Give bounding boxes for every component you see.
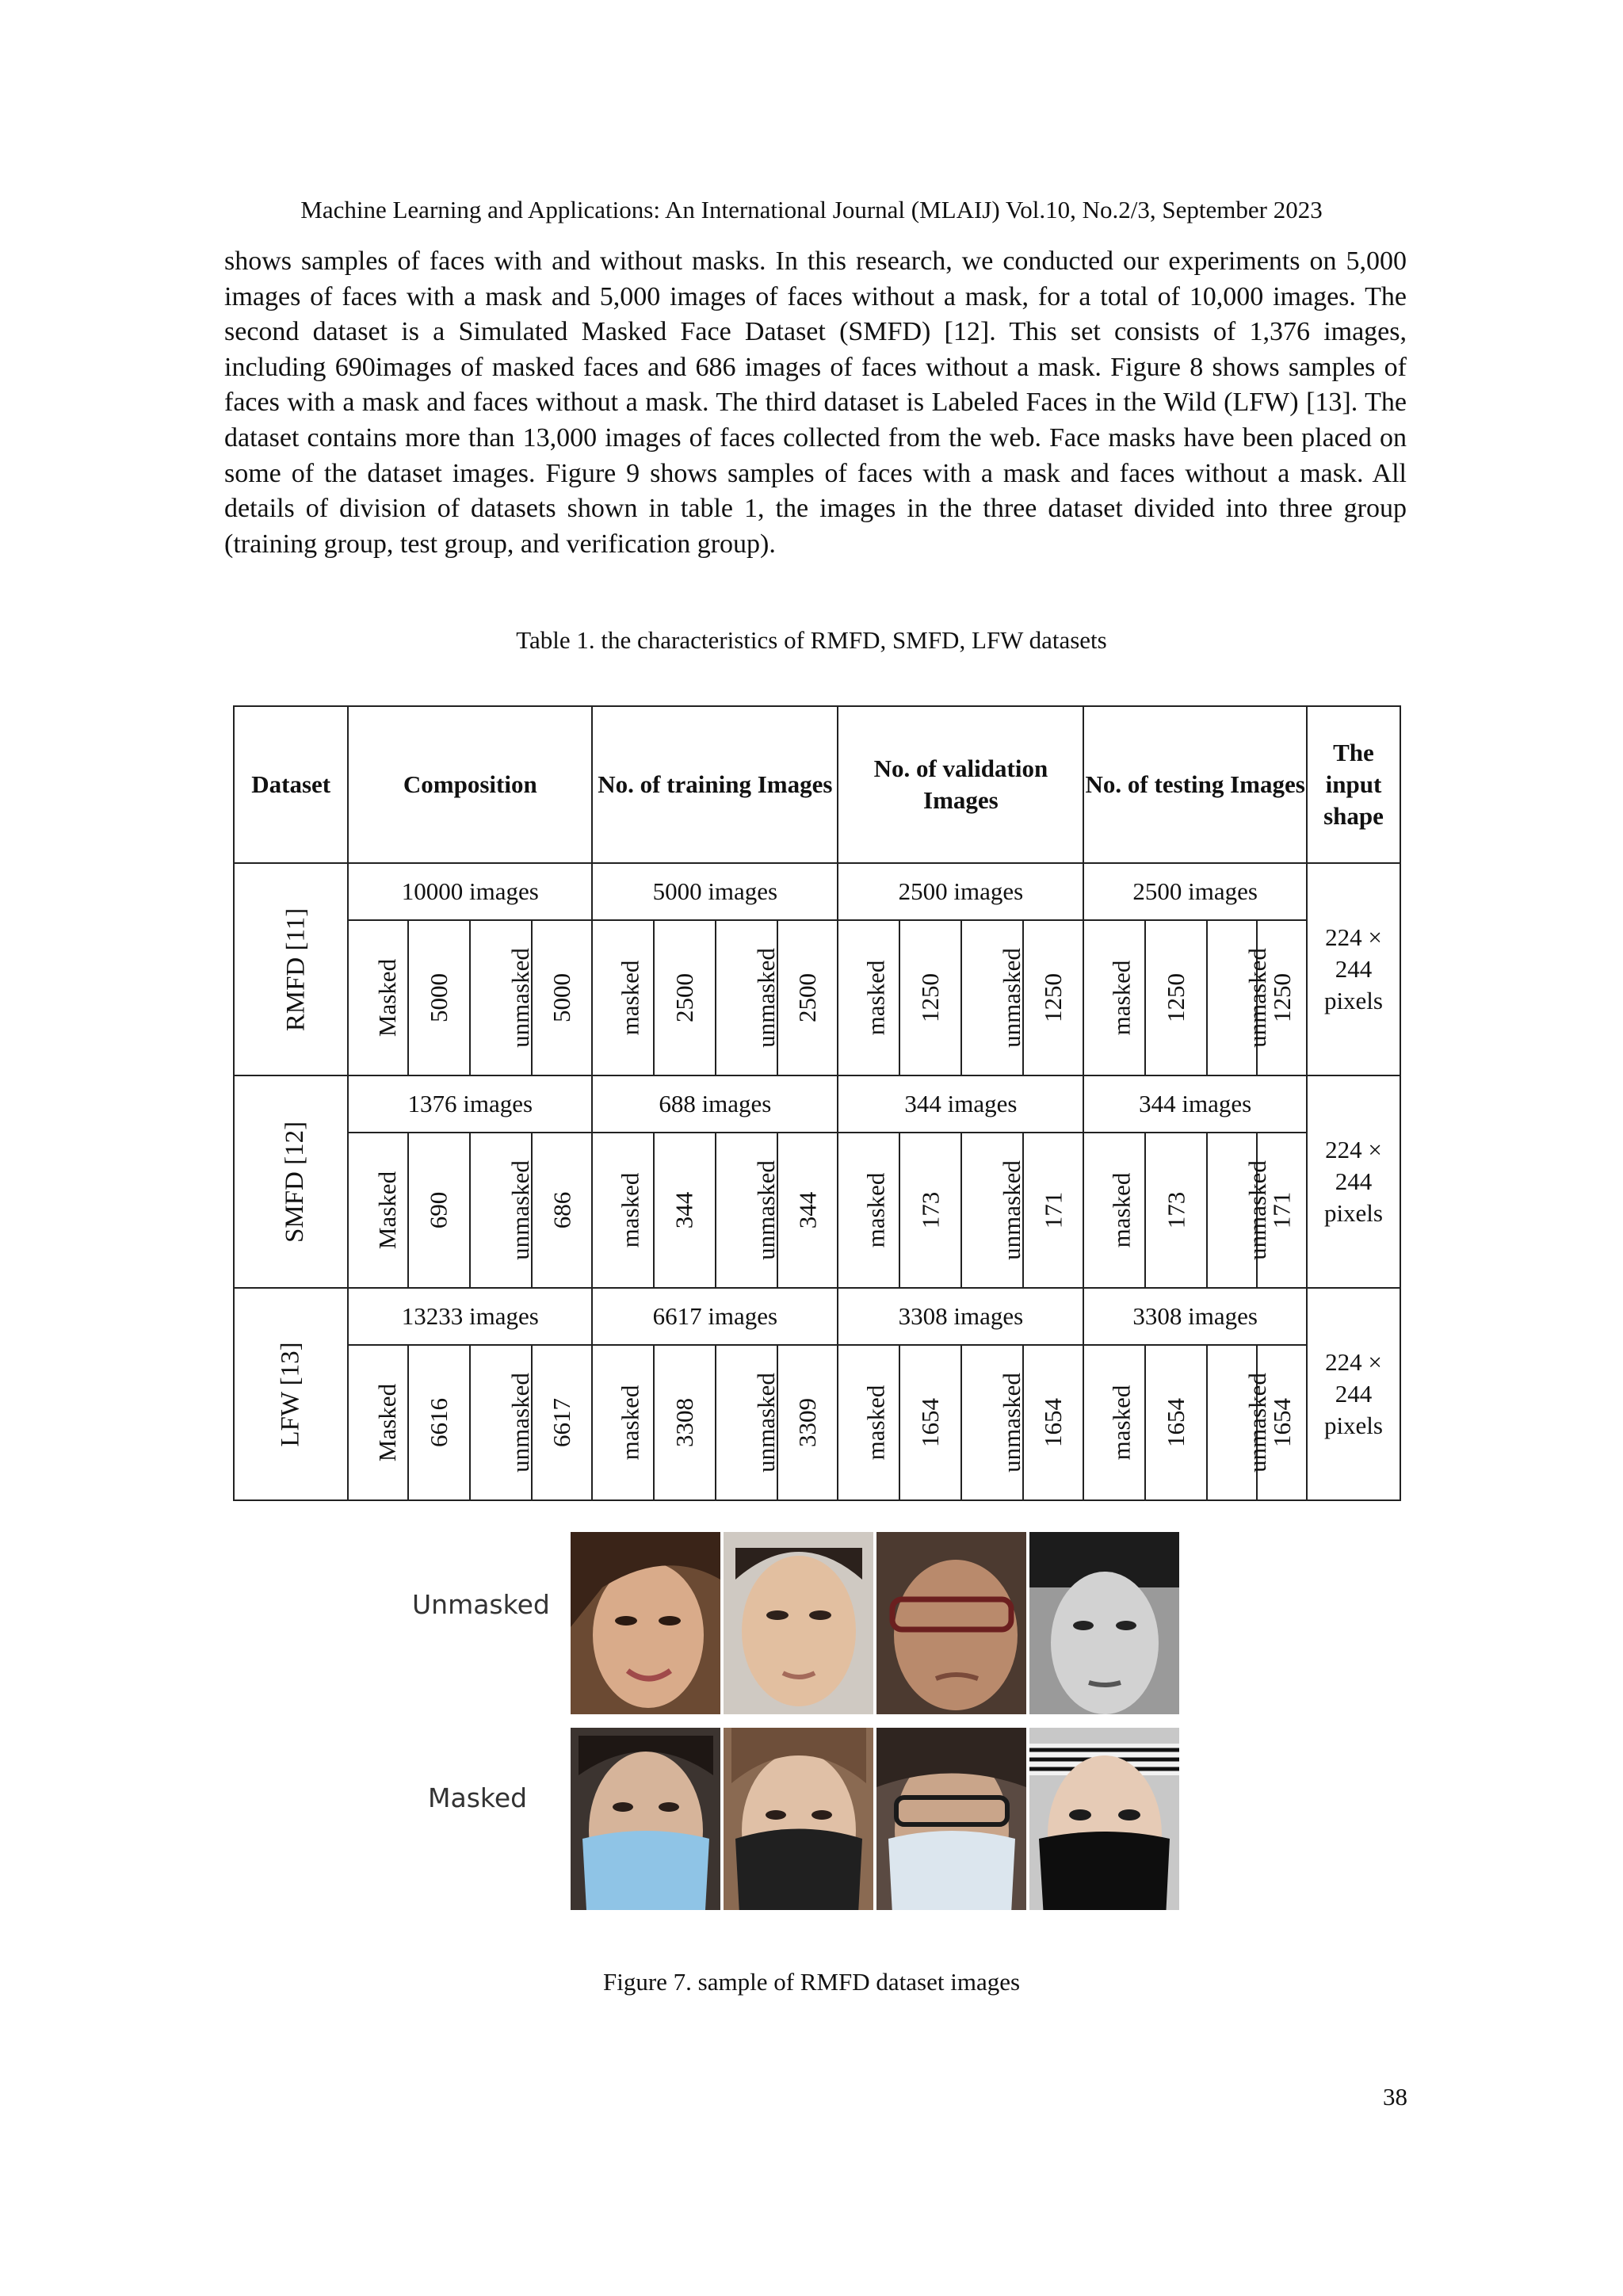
count-cell — [1145, 920, 1207, 1075]
count-value: masked — [1107, 1385, 1136, 1461]
table-row — [234, 920, 1400, 1075]
split-total-cell: 344 images — [1083, 1075, 1307, 1133]
masked-face-image — [571, 1728, 720, 1910]
header-testing: No. of testing Images — [1083, 706, 1307, 863]
count-cell — [838, 1345, 899, 1500]
count-cell — [961, 1345, 1023, 1500]
split-total-cell: 10000 images — [348, 863, 592, 920]
count-value: unmasked — [506, 1373, 534, 1473]
dataset-name-cell — [234, 1075, 348, 1288]
input-shape-text: 224 × 244 pixels — [1323, 1136, 1383, 1227]
masked-faces-row — [571, 1728, 1179, 1910]
count-cell — [592, 1345, 653, 1500]
split-total-cell: 688 images — [592, 1075, 838, 1133]
count-cell — [408, 1133, 470, 1288]
count-cell — [1207, 1345, 1271, 1500]
count-cell — [470, 920, 532, 1075]
count-value: 173 — [915, 1191, 944, 1229]
count-value: 1654 — [1039, 1398, 1067, 1447]
count-cell — [899, 1345, 961, 1500]
input-shape-cell — [1307, 863, 1400, 1075]
count-cell — [1023, 920, 1083, 1075]
unmasked-label: Unmasked — [412, 1589, 550, 1620]
count-cell — [716, 1345, 780, 1500]
count-cell — [1207, 1133, 1271, 1288]
header-composition: Composition — [348, 706, 592, 863]
count-value: 3308 — [670, 1398, 698, 1447]
count-cell — [899, 1133, 961, 1288]
masked-face-image — [876, 1728, 1026, 1910]
count-cell — [654, 1345, 716, 1500]
body-paragraph: shows samples of faces with and without masks. In this research, we conducted our experiments on 5,000 images of faces with a mask and 5,000 images of faces without a mask, for a total of 10,000 images. The second dataset is a Simulated Masked Face Dataset (SMFD) [12]. This set consists of 1,376 images, including 690images of masked faces and 686 images of faces without a mask. Figure 8 shows samples of faces with a mask and faces without a mask. The third dataset is Labeled Faces in the Wild (LFW) [13]. The dataset contains more than 13,000 images of faces collected from the web. Face masks have been placed on some of the dataset images. Figure 9 shows samples of faces with a mask and faces without a mask. All details of division of datasets shown in table 1, the images in the three dataset divided into three group (training group, test group, and verification group). — [224, 246, 1407, 559]
count-cell — [348, 1133, 407, 1288]
count-cell — [961, 1133, 1023, 1288]
input-shape-text: 224 × 244 pixels — [1323, 1348, 1383, 1439]
count-cell — [408, 920, 470, 1075]
count-cell — [348, 1345, 407, 1500]
count-value: masked — [861, 1385, 890, 1461]
count-value: masked — [616, 1385, 644, 1461]
unmasked-face-image — [571, 1532, 720, 1714]
dataset-name: LFW [13] — [276, 1341, 305, 1447]
count-value: masked — [616, 1172, 644, 1248]
count-cell — [470, 1133, 532, 1288]
table-row — [234, 1288, 1400, 1345]
table-caption: Table 1. the characteristics of RMFD, SMFD, LFW datasets — [516, 626, 1107, 654]
count-value: masked — [861, 960, 890, 1036]
count-cell — [777, 920, 838, 1075]
count-value: 1654 — [1267, 1398, 1296, 1447]
count-cell — [1083, 1345, 1144, 1500]
header-input-shape: The input shape — [1307, 706, 1400, 863]
masked-face-image — [724, 1728, 873, 1910]
count-cell — [470, 1345, 532, 1500]
count-value: 3309 — [793, 1398, 822, 1447]
page-number: 38 — [1383, 2083, 1407, 2111]
count-value: masked — [1107, 960, 1136, 1036]
split-total-cell: 13233 images — [348, 1288, 592, 1345]
count-cell — [592, 920, 653, 1075]
table-row — [234, 1345, 1400, 1500]
count-value: 1250 — [1039, 973, 1067, 1022]
count-value: 1654 — [915, 1398, 944, 1447]
unmasked-face-image — [1029, 1532, 1179, 1714]
split-total-cell: 6617 images — [592, 1288, 838, 1345]
count-value: unmasked — [1243, 948, 1271, 1048]
input-shape-cell — [1307, 1288, 1400, 1500]
unmasked-face-image — [724, 1532, 873, 1714]
dataset-name: SMFD [12] — [281, 1121, 310, 1243]
count-value: 171 — [1039, 1191, 1067, 1229]
figure-caption: Figure 7. sample of RMFD dataset images — [602, 1968, 1021, 1996]
running-header: Machine Learning and Applications: An International Journal (MLAIJ) Vol.10, No.2/3, September 2023 — [300, 196, 1323, 223]
count-value: 1250 — [1161, 973, 1190, 1022]
count-cell — [716, 1133, 780, 1288]
count-value: Masked — [373, 1383, 402, 1462]
masked-label: Masked — [428, 1782, 528, 1813]
count-cell — [1083, 1133, 1144, 1288]
count-cell — [408, 1345, 470, 1500]
header-dataset: Dataset — [234, 706, 348, 863]
split-total-cell: 3308 images — [838, 1288, 1083, 1345]
count-cell — [654, 1133, 716, 1288]
count-value: 1654 — [1161, 1398, 1190, 1447]
split-total-cell: 1376 images — [348, 1075, 592, 1133]
count-cell — [1207, 920, 1271, 1075]
datasets-table — [233, 705, 1401, 1501]
count-value: Masked — [373, 958, 402, 1037]
count-value: 173 — [1161, 1191, 1190, 1229]
count-value: 686 — [548, 1191, 576, 1229]
count-value: 5000 — [424, 973, 453, 1022]
count-value: unmasked — [1243, 1160, 1271, 1260]
split-total-cell: 3308 images — [1083, 1288, 1307, 1345]
count-value: 690 — [424, 1191, 453, 1229]
count-value: unmasked — [997, 948, 1025, 1048]
count-cell — [1145, 1345, 1207, 1500]
count-cell — [777, 1345, 838, 1500]
masked-face-image — [1029, 1728, 1179, 1910]
count-value: masked — [861, 1172, 890, 1248]
count-value: masked — [616, 960, 644, 1036]
count-value: 344 — [670, 1191, 698, 1229]
count-cell — [532, 920, 592, 1075]
unmasked-faces-row — [571, 1532, 1179, 1714]
count-value: unmasked — [997, 1373, 1025, 1473]
count-cell — [532, 1345, 592, 1500]
count-value: 6616 — [424, 1398, 453, 1447]
count-value: 344 — [793, 1191, 822, 1229]
dataset-name: RMFD [11] — [281, 907, 311, 1031]
count-value: masked — [1107, 1172, 1136, 1248]
count-value: 171 — [1267, 1191, 1296, 1229]
count-value: unmasked — [506, 1160, 534, 1260]
count-cell — [961, 920, 1023, 1075]
count-cell — [1083, 920, 1144, 1075]
count-value: 2500 — [793, 973, 822, 1022]
count-cell — [777, 1133, 838, 1288]
count-value: Masked — [373, 1171, 402, 1250]
count-value: 6617 — [548, 1398, 576, 1447]
input-shape-cell — [1307, 1075, 1400, 1288]
count-cell — [838, 920, 899, 1075]
table-row — [234, 1133, 1400, 1288]
count-value: 2500 — [670, 973, 698, 1022]
count-value: unmasked — [997, 1160, 1025, 1260]
dataset-name-cell — [234, 863, 348, 1075]
unmasked-face-image — [876, 1532, 1026, 1714]
count-value: unmasked — [751, 1160, 780, 1260]
count-value: unmasked — [506, 948, 534, 1048]
count-cell — [592, 1133, 653, 1288]
input-shape-text: 224 × 244 pixels — [1323, 923, 1383, 1014]
count-value: unmasked — [1243, 1373, 1271, 1473]
header-validation: No. of validation Images — [838, 706, 1083, 863]
split-total-cell: 2500 images — [1083, 863, 1307, 920]
count-cell — [1023, 1345, 1083, 1500]
split-total-cell: 2500 images — [838, 863, 1083, 920]
header-training: No. of training Images — [592, 706, 838, 863]
count-value: unmasked — [751, 1373, 780, 1473]
rmfd-sample-figure — [412, 1526, 1228, 1930]
split-total-cell: 5000 images — [592, 863, 838, 920]
count-value: 5000 — [548, 973, 576, 1022]
count-cell — [899, 920, 961, 1075]
dataset-name-cell — [234, 1288, 348, 1500]
count-cell — [348, 920, 407, 1075]
count-value: unmasked — [751, 948, 780, 1048]
table-row — [234, 863, 1400, 920]
count-cell — [716, 920, 780, 1075]
count-cell — [1023, 1133, 1083, 1288]
count-cell — [838, 1133, 899, 1288]
table-header-row — [234, 706, 1400, 863]
split-total-cell: 344 images — [838, 1075, 1083, 1133]
table-row — [234, 1075, 1400, 1133]
count-cell — [532, 1133, 592, 1288]
count-cell — [1145, 1133, 1207, 1288]
count-value: 1250 — [915, 973, 944, 1022]
count-cell — [654, 920, 716, 1075]
count-value: 1250 — [1267, 973, 1296, 1022]
